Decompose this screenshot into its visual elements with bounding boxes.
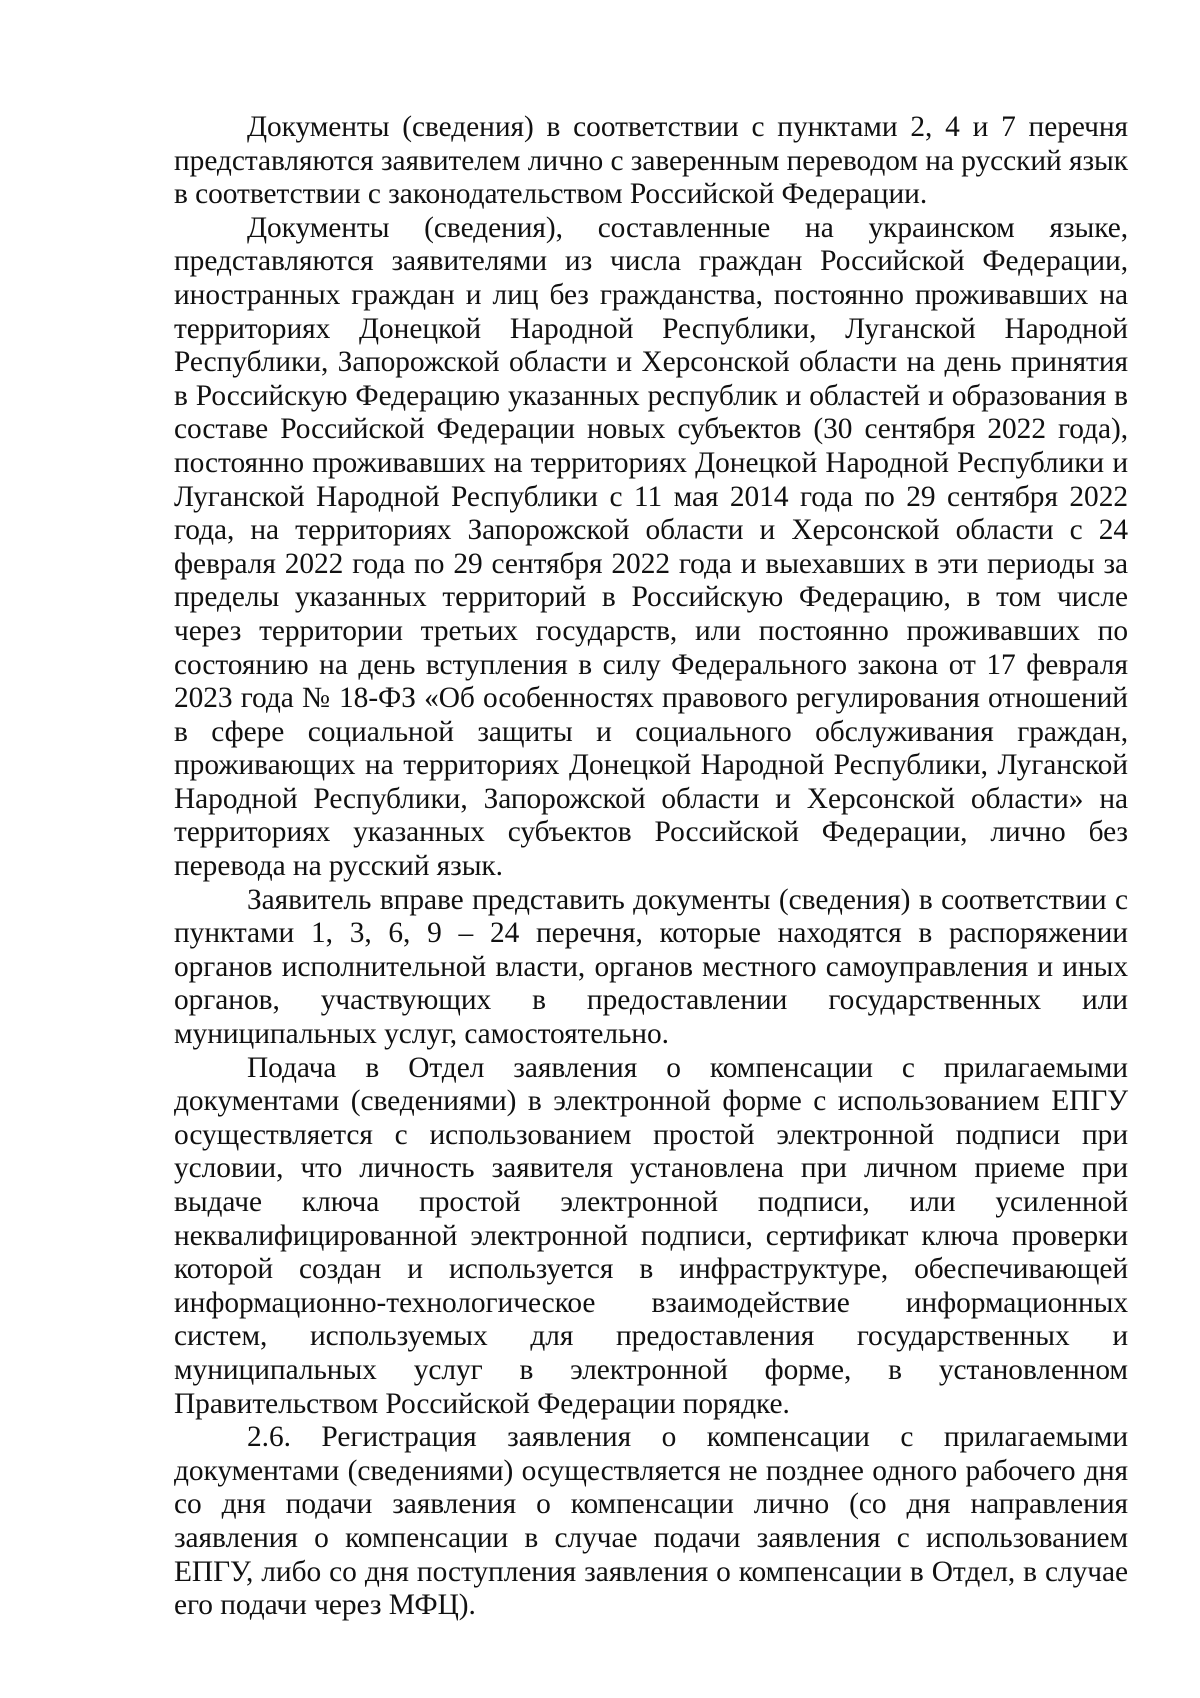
document-page: [174, 111, 1128, 1623]
paragraph-translation-requirement: Документы (сведения) в соответствии с пунктами 2, 4 и 7 перечня представляются заявителем лично с заверенным переводом на русский язык в соответствии с законодательством Российской Федерации.: [174, 111, 1128, 211]
paragraph-electronic-submission: Подача в Отдел заявления о компенсации с прилагаемыми документами (сведениями) в электронной форме с использованием ЕПГУ осуществляется с использованием простой электронной подписи при условии, что личность заявителя установлена при личном приеме при выдаче ключа простой электронной подписи, или усиленной неквалифицированной электронной подписи, сертификат ключа проверки которой создан и используется в инфраструктуре, обеспечивающей информационно-технологическое взаимодействие информационных систем, используемых для предоставления государственных и муниципальных услуг в электронной форме, в установленном Правительством Российской Федерации порядке.: [174, 1051, 1128, 1420]
paragraph-ukrainian-documents: Документы (сведения), составленные на украинском языке, представляются заявителями из числа граждан Российской Федерации, иностранных граждан и лиц без гражданства, постоянно проживавших на территориях Донецкой Народной Республики, Луганской Народной Республики, Запорожской области и Херсонской области на день принятия в Российскую Федерацию указанных республик и областей и образования в составе Российской Федерации новых субъектов (30 сентября 2022 года), постоянно проживавших на территориях Донецкой Народной Республики и Луганской Народной Республики с 11 мая 2014 года по 29 сентября 2022 года, на территориях Запорожской области и Херсонской области с 24 февраля 2022 года по 29 сентября 2022 года и выехавших в эти периоды за пределы указанных территорий в Российскую Федерацию, в том числе через территории третьих государств, или постоянно проживавших по состоянию на день вступления в силу Федерального закона от 17 февраля 2023 года № 18-ФЗ «Об особенностях правового регулирования отношений в сфере социальной защиты и социального обслуживания граждан, проживающих на территориях Донецкой Народной Республики, Луганской Народной Республики, Запорожской области и Херсонской области» на территориях указанных субъектов Российской Федерации, лично без перевода на русский язык.: [174, 211, 1128, 883]
paragraph-applicant-right: Заявитель вправе представить документы (сведения) в соответствии с пунктами 1, 3, 6, 9 – 24 перечня, которые находятся в распоряжении органов исполнительной власти, органов местного самоуправления и иных органов, участвующих в предоставлении государственных или муниципальных услуг, самостоятельно.: [174, 883, 1128, 1051]
paragraph-registration: 2.6. Регистрация заявления о компенсации с прилагаемыми документами (сведениями) осуществляется не позднее одного рабочего дня со дня подачи заявления о компенсации лично (со дня направления заявления о компенсации в случае подачи заявления с использованием ЕПГУ, либо со дня поступления заявления о компенсации в Отдел, в случае его подачи через МФЦ).: [174, 1421, 1128, 1622]
